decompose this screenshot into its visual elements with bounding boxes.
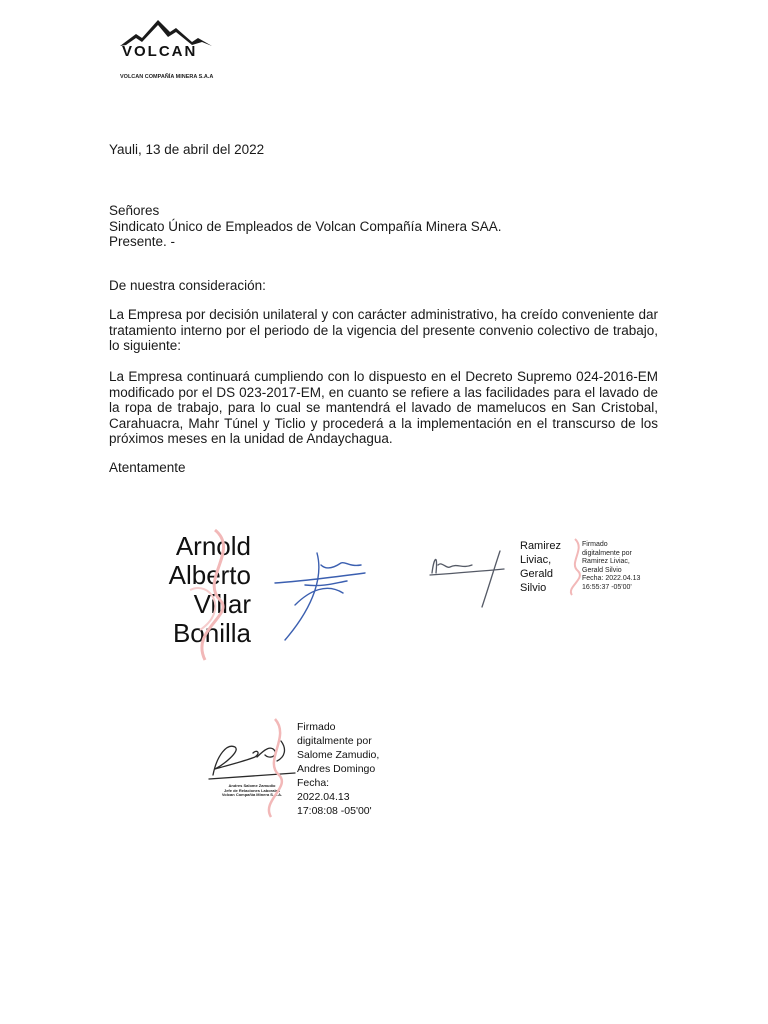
detail-line: 16:55:37 -05'00' <box>582 583 632 591</box>
place-date: Yauli, 13 de abril del 2022 <box>109 142 265 157</box>
detail-line: digitalmente por <box>297 735 372 747</box>
detail-line: Fecha: 2022.04.13 <box>582 575 641 582</box>
name-line: Alberto <box>168 560 251 590</box>
salutation: De nuestra consideración: <box>109 278 266 293</box>
detail-line: Firmado <box>582 541 608 548</box>
detail-line: 2022.04.13 <box>297 791 350 803</box>
pdf-signature-mark-icon <box>255 715 295 820</box>
name-line: Arnold <box>175 531 251 561</box>
stamp-line: Andres Salome Zamudio <box>228 783 276 788</box>
signer-name-small <box>520 539 561 595</box>
stamp-line: Volcan Compañía Minera S.A.A. <box>221 792 283 798</box>
handwritten-signature-icon <box>265 545 385 645</box>
paragraph-2: La Empresa continuará cumpliendo con lo dispuesto en el Decreto Supremo 024-2016-EM modificado por el DS 023-2017-EM, en cuanto se refiere a las facilidades para el lavado de la ropa de trabajo, para lo cual se mantendrá el lavado de mamelucos en San Cristobal, Carahuacra, Mahr Túnel y Ticlio y procederá a la implementación en el transcurso de los próximos meses en la unidad de Andaychagua. <box>109 369 658 447</box>
digital-signature-details <box>297 720 379 818</box>
recipient-line: Presente. - <box>109 234 176 250</box>
closing: Atentamente <box>109 460 186 475</box>
name-line: Gerald <box>520 568 554 580</box>
name-line: Villar <box>193 589 251 619</box>
name-line: Bonilla <box>172 618 251 648</box>
pdf-signature-mark-icon <box>170 520 260 670</box>
stamp-line: Jefe de Relaciones Laborales <box>223 787 281 793</box>
detail-line: Fecha: <box>297 777 330 789</box>
logo-subtitle: VOLCAN COMPAÑÍA MINERA S.A.A <box>120 74 214 80</box>
handwritten-signature-icon <box>428 545 508 610</box>
detail-line: Gerald Silvio <box>582 566 622 574</box>
recipient-block <box>109 203 501 250</box>
name-line: Ramirez <box>520 540 561 552</box>
detail-line: Firmado <box>297 721 336 733</box>
name-line: Silvio <box>520 582 547 594</box>
detail-line: Ramirez Liviac, <box>582 558 630 565</box>
recipient-line: Señores <box>109 203 160 218</box>
logo-name: VOLCAN <box>122 43 198 60</box>
detail-line: digitalmente por <box>582 549 632 557</box>
volcan-logo <box>112 18 222 80</box>
detail-line: 17:08:08 -05'00' <box>297 805 372 817</box>
detail-line: Salome Zamudio, <box>297 749 380 761</box>
recipient-line: Sindicato Único de Empleados de Volcan Compañía Minera SAA. <box>109 218 502 234</box>
detail-line: Andres Domingo <box>297 763 376 775</box>
name-line: Liviac, <box>520 554 552 566</box>
digital-signature-details <box>582 541 640 592</box>
paragraph-1: La Empresa por decisión unilateral y con carácter administrativo, ha creído conveniente dar tratamiento interno por el periodo de la vigencia del presente convenio colectivo de trabajo, lo siguiente: <box>109 307 658 354</box>
